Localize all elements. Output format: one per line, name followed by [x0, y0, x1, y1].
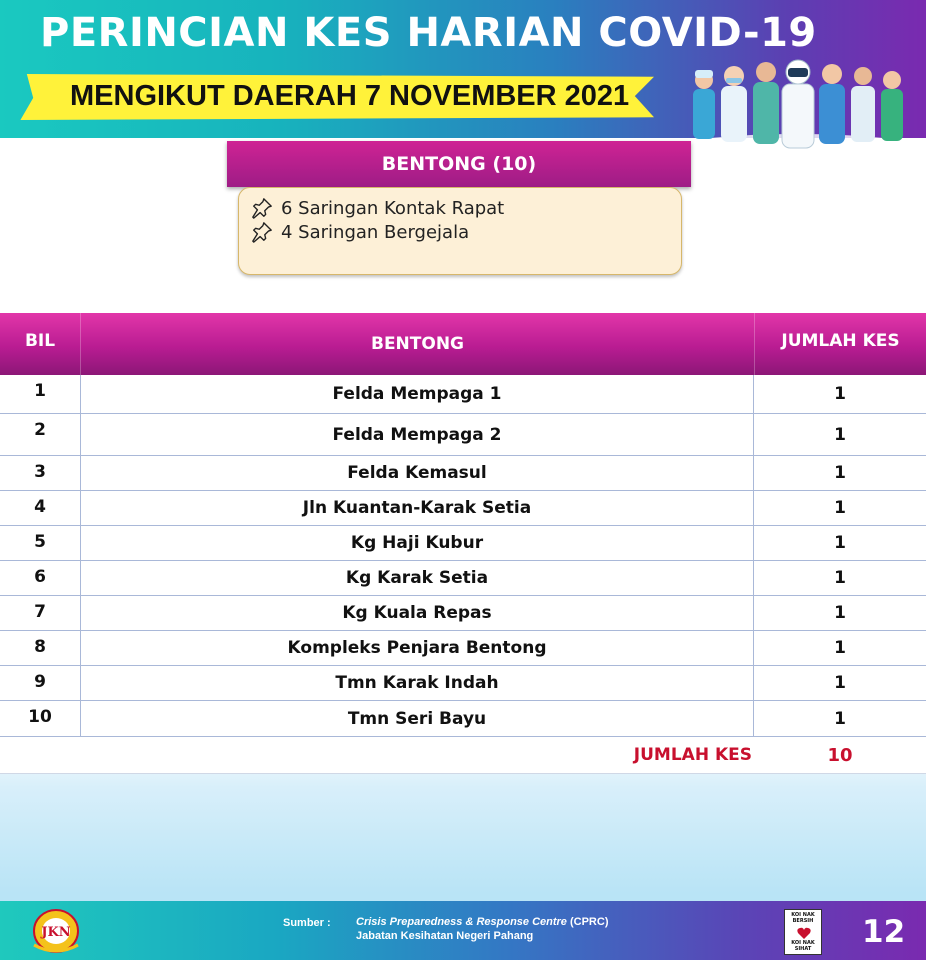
row-number: 4: [34, 497, 46, 517]
row-cases: 1: [834, 384, 846, 404]
pushpin-icon: [251, 221, 273, 243]
row-location: Kg Karak Setia: [80, 561, 754, 595]
row-location: Kg Haji Kubur: [80, 526, 754, 560]
row-number: 7: [34, 602, 46, 622]
district-summary-body: [238, 187, 682, 275]
table-row: [0, 526, 926, 561]
row-number: 6: [34, 567, 46, 587]
row-location: Tmn Karak Indah: [80, 666, 754, 700]
row-cases: 1: [834, 463, 846, 483]
row-location: Felda Mempaga 2: [80, 414, 754, 455]
table-row: [0, 456, 926, 491]
row-cases: 1: [834, 424, 846, 445]
pushpin-icon: [251, 197, 273, 219]
row-location: Jln Kuantan-Karak Setia: [80, 491, 754, 525]
page-title: PERINCIAN KES HARIAN COVID-19: [40, 10, 817, 56]
row-location: Tmn Seri Bayu: [80, 701, 754, 736]
row-number: 1: [34, 381, 46, 401]
footer-bar: [0, 901, 926, 960]
table-row: [0, 375, 926, 414]
cases-table: [0, 313, 926, 774]
column-header-bil: BIL: [24, 331, 56, 351]
total-value: 10: [827, 745, 853, 766]
row-cases: 1: [834, 708, 846, 729]
row-location: Felda Kemasul: [80, 456, 754, 490]
row-location: Kg Kuala Repas: [80, 596, 754, 630]
column-header-cases: JUMLAH KES: [754, 313, 926, 375]
row-cases: 1: [834, 568, 846, 588]
row-number: 3: [34, 462, 46, 482]
total-row: [0, 737, 926, 774]
jkn-logo: [24, 907, 88, 955]
row-cases: 1: [834, 673, 846, 693]
row-number: 9: [34, 672, 46, 692]
summary-item-text: 4 Saringan Bergejala: [281, 221, 470, 243]
table-row: [0, 491, 926, 526]
district-summary-header: [227, 141, 691, 187]
row-number: 8: [34, 637, 46, 657]
koi-nak-bersih-badge: KOI NAK BERSIH KOI NAK SIHAT: [784, 909, 822, 955]
row-cases: 1: [834, 533, 846, 553]
table-row: [0, 561, 926, 596]
district-summary-title: BENTONG (10): [381, 153, 537, 175]
row-cases: 1: [834, 638, 846, 658]
source-organisation: Crisis Preparedness & Response Centre (CPRC): [356, 916, 609, 928]
page-subtitle: MENGIKUT DAERAH 7 NOVEMBER 2021: [70, 80, 630, 112]
column-header-location: BENTONG: [80, 313, 754, 375]
row-number: 10: [28, 707, 52, 727]
source-department: Jabatan Kesihatan Negeri Pahang: [356, 930, 534, 942]
row-number: 5: [34, 532, 46, 552]
table-header: [0, 313, 926, 375]
table-row: [0, 414, 926, 456]
summary-item: [251, 196, 504, 220]
total-label: JUMLAH KES: [633, 745, 752, 765]
row-number: 2: [34, 420, 46, 440]
row-location: Kompleks Penjara Bentong: [80, 631, 754, 665]
source-label: Sumber :: [283, 917, 331, 929]
row-location: Felda Mempaga 1: [80, 375, 754, 413]
healthcare-workers-illustration: [674, 58, 920, 154]
svg-text:JKN: JKN: [41, 925, 71, 940]
table-row: [0, 701, 926, 737]
row-cases: 1: [834, 498, 846, 518]
table-row: [0, 666, 926, 701]
row-cases: 1: [834, 603, 846, 623]
table-row: [0, 596, 926, 631]
summary-item: [251, 220, 469, 244]
page-number: 12: [862, 914, 906, 950]
table-row: [0, 631, 926, 666]
summary-item-text: 6 Saringan Kontak Rapat: [281, 197, 505, 219]
heart-icon: [797, 927, 811, 940]
